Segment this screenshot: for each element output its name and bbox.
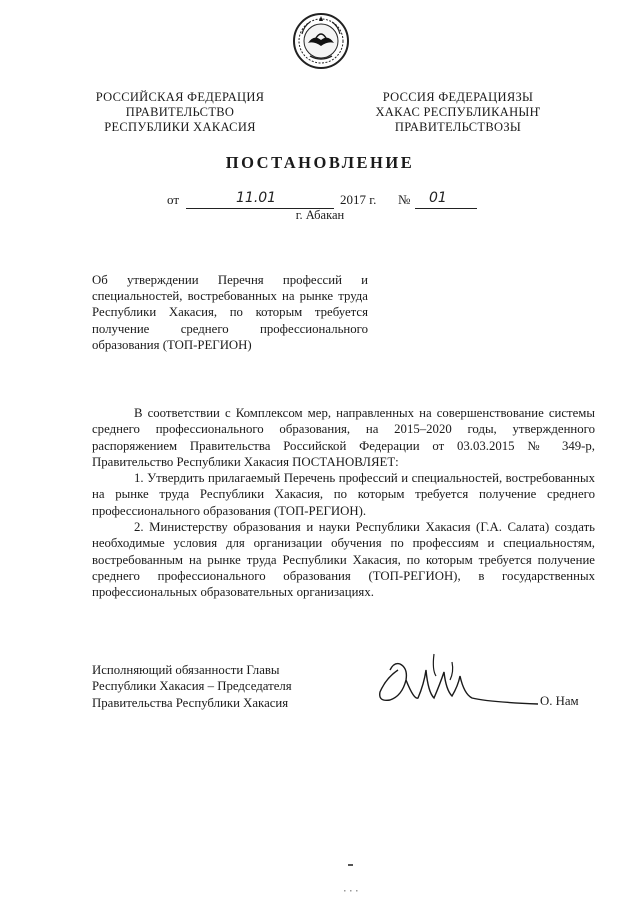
- signatory-line: Республики Хакасия – Председателя: [92, 679, 292, 694]
- coat-of-arms-emblem-icon: [292, 12, 350, 70]
- number-label: №: [398, 192, 411, 207]
- document-title: ПОСТАНОВЛЕНИЕ: [225, 153, 415, 172]
- signatory-name: О. Нам: [540, 694, 579, 708]
- document-subject: Об утверждении Перечня профессий и специальностей, востребованных на рынке труда Республики Хакасия, по которым требуется получение среднего профессионального образования (ТОП-РЕГИОН): [92, 273, 368, 352]
- date-handwritten: 11.01: [236, 190, 277, 206]
- signatory-line: Исполняющий обязанности Главы: [92, 663, 280, 677]
- header-right-line: ПРАВИТЕЛЬСТВОЗЫ: [394, 120, 522, 134]
- signatory-line: Правительства Республики Хакасия: [92, 695, 289, 710]
- header-right: [358, 90, 558, 135]
- header-left-line: РОССИЙСКАЯ ФЕДЕРАЦИЯ: [95, 90, 265, 104]
- number-field: [415, 192, 477, 209]
- city: г. Абакан: [295, 208, 345, 222]
- handwritten-signature: [368, 640, 553, 720]
- document-body: [92, 405, 595, 601]
- body-paragraph: 2. Министерству образования и науки Республики Хакасия (Г.А. Салата) создать необходимые условия для организации обучения по профессиям и специальностям, востребованным на рынке труда Республики Хакасия, по которым требуется получение среднего профессионального образования (ТОП-РЕГИОН), в государственных профессиональных образовательных организациях.: [92, 520, 595, 600]
- header-right-line: РОССИЯ ФЕДЕРАЦИЯЗЫ: [382, 90, 534, 104]
- year-label: 2017 г.: [340, 192, 377, 207]
- date-line: [0, 188, 640, 210]
- header-left: [80, 90, 280, 135]
- body-paragraph: В соответствии с Комплексом мер, направленных на совершенствование системы среднего профессионального образования, на 2015–2020 годы, утвержденного распоряжением Правительства Российской Федерации от 03.03.2015 № 349-р, Правительство Республики Хакасия ПОСТАНОВЛЯЕТ:: [92, 406, 595, 469]
- header-right-line: ХАКАС РЕСПУБЛИКАНЫҤ: [375, 105, 541, 119]
- date-field: [186, 192, 334, 209]
- body-paragraph: 1. Утвердить прилагаемый Перечень профессий и специальностей, востребованных на рынке труда Республики Хакасия, по которым требуется получение среднего профессионального образования (ТОП-РЕГИОН).: [92, 471, 595, 518]
- signatory-title: [92, 662, 352, 711]
- number-handwritten: 01: [429, 190, 447, 206]
- header-left-line: РЕСПУБЛИКИ ХАКАСИЯ: [104, 120, 256, 134]
- scan-marks: [330, 862, 370, 898]
- header-left-line: ПРАВИТЕЛЬСТВО: [125, 105, 235, 119]
- date-from-label: от: [167, 192, 180, 207]
